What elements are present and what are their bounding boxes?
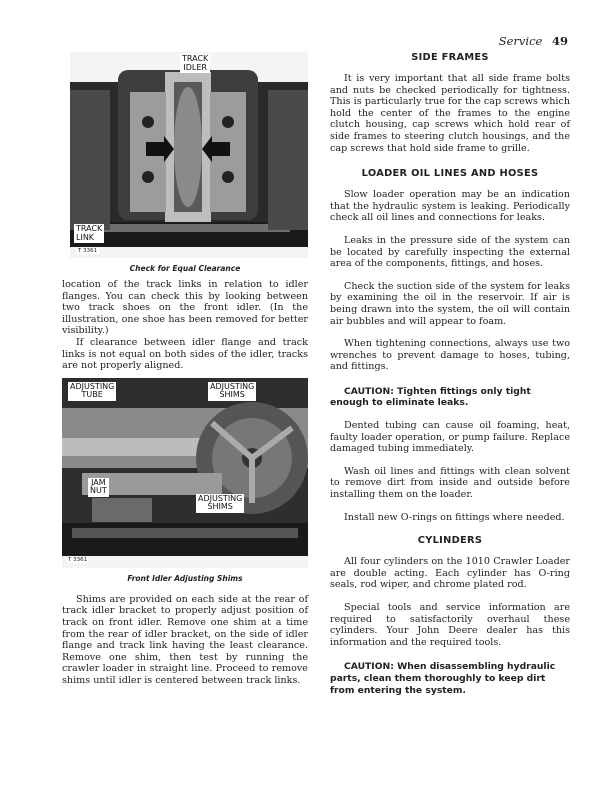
label-track-link [74,224,104,243]
label-adjusting-shims-top [208,382,256,401]
figure1-id: T 3361 [78,248,98,254]
paragraph-shims: Shims are provided on each side at the rear of track idler bracket to properly adjust position of track on front idler. Remove one shim at a time from the rear of idler bracket, on the side of idler flange and track link having the least clearance. Remove one shim, then test by running the crawler loader in straight line. Proceed to remove shims until idler is centered between track links. [62,593,308,686]
heading-cylinders: CYLINDERS [417,535,483,547]
adjusting-shims-illustration [62,378,308,568]
paragraph-cylinders-2: Special tools and service information are required to satisfactorily overhaul these cylinders. Your John Deere dealer has this information and the required tools. [330,602,570,648]
label-track-link-line2: LINK [76,232,95,242]
paragraph-oil-5: Dented tubing can cause oil foaming, heat, faulty loader operation, or pump failure. Replace damaged tubing immediately. [330,420,570,455]
label-adjusting-shims-bottom [196,494,244,513]
label-adjusting-tube-line1: ADJUSTING [70,381,115,391]
label-adjusting-shims-top-line2: SHIMS [219,390,245,400]
caution-disassembling [330,661,570,696]
label-jam-nut [88,478,109,497]
paragraph-oil-1: Slow loader operation may be an indication that the hydraulic system is leaking. Periodically check all oil lines and connections for leaks. [330,189,570,224]
figure-adjusting-shims-photo [62,378,308,568]
paragraph-oil-4: When tightening connections, always use two wrenches to prevent damage to hoses, tubing, and fittings. [330,338,570,373]
caution-tighten-fittings-text: CAUTION: Tighten fittings only tight enough to eliminate leaks. [330,385,531,409]
label-adjusting-shims-top-line1: ADJUSTING [210,381,255,391]
figure-track-idler-photo [70,52,308,258]
figure2-caption: Front Idler Adjusting Shims [127,573,243,583]
label-jam-nut-line2: NUT [90,486,107,496]
paragraph-cylinders-1: All four cylinders on the 1010 Crawler Loader are double acting. Each cylinder has O-ring seals, rod wiper, and chrome plated rod. [330,556,570,591]
heading-side-frames: SIDE FRAMES [411,52,489,63]
label-adjusting-shims-bottom-line2: SHIMS [207,502,233,512]
paragraph-oil-2: Leaks in the pressure side of the system can be located by carefully inspecting the external area of the components, fittings, and hoses. [330,234,570,270]
left-column [62,52,308,687]
paragraph-track-links: location of the track links in relation to idler flanges. You can check this by looking between two track shoes on the front idler. (In the illustration, one shoe has been removed for better visibility.) [62,279,308,337]
section-title: Service [498,34,543,48]
label-track-idler [180,54,210,73]
paragraph-clearance: If clearance between idler flange and track links is not equal on both sides of the idler, tracks are not properly aligned. [62,336,308,372]
right-column [330,52,570,696]
label-track-link-line1: TRACK [76,224,103,233]
page-header [499,34,568,48]
caution-disassembling-text: CAUTION: When disassembling hydraulic parts, clean them thoroughly to keep dirt from entering the system. [330,661,556,696]
label-track-idler-line1: TRACK [182,54,209,63]
figure2-id: T 3361 [68,556,88,563]
track-idler-illustration [70,52,308,258]
paragraph-oil-7: Install new O-rings on fittings where needed. [344,511,565,523]
page-number: 49 [551,34,568,48]
label-adjusting-tube-line2: TUBE [81,390,103,400]
caution-tighten-fittings [330,386,570,409]
label-adjusting-shims-bottom-line1: ADJUSTING [198,493,243,503]
paragraph-side-frames: It is very important that all side frame bolts and nuts be checked periodically for tightness. This is particularly true for the cap screws which hold the center of the frames to the engine clutch housing, cap screws which hold rear of side frames to steering clutch housings, and the cap screws that hold side frame to grille. [330,73,570,154]
figure1-caption: Check for Equal Clearance [129,264,241,273]
paragraph-oil-3: Check the suction side of the system for leaks by examining the oil in the reservoir. If air is being drawn into the system, the oil will contain air bubbles and will appear to foam. [330,280,570,327]
label-jam-nut-line1: JAM [91,477,106,487]
paragraph-oil-6: Wash oil lines and fittings with clean solvent to remove dirt from inside and outside before installing them on the loader. [330,465,570,501]
heading-loader-oil-lines: LOADER OIL LINES AND HOSES [361,168,539,180]
label-adjusting-tube [68,382,116,401]
label-track-idler-line2: IDLER [183,62,207,72]
